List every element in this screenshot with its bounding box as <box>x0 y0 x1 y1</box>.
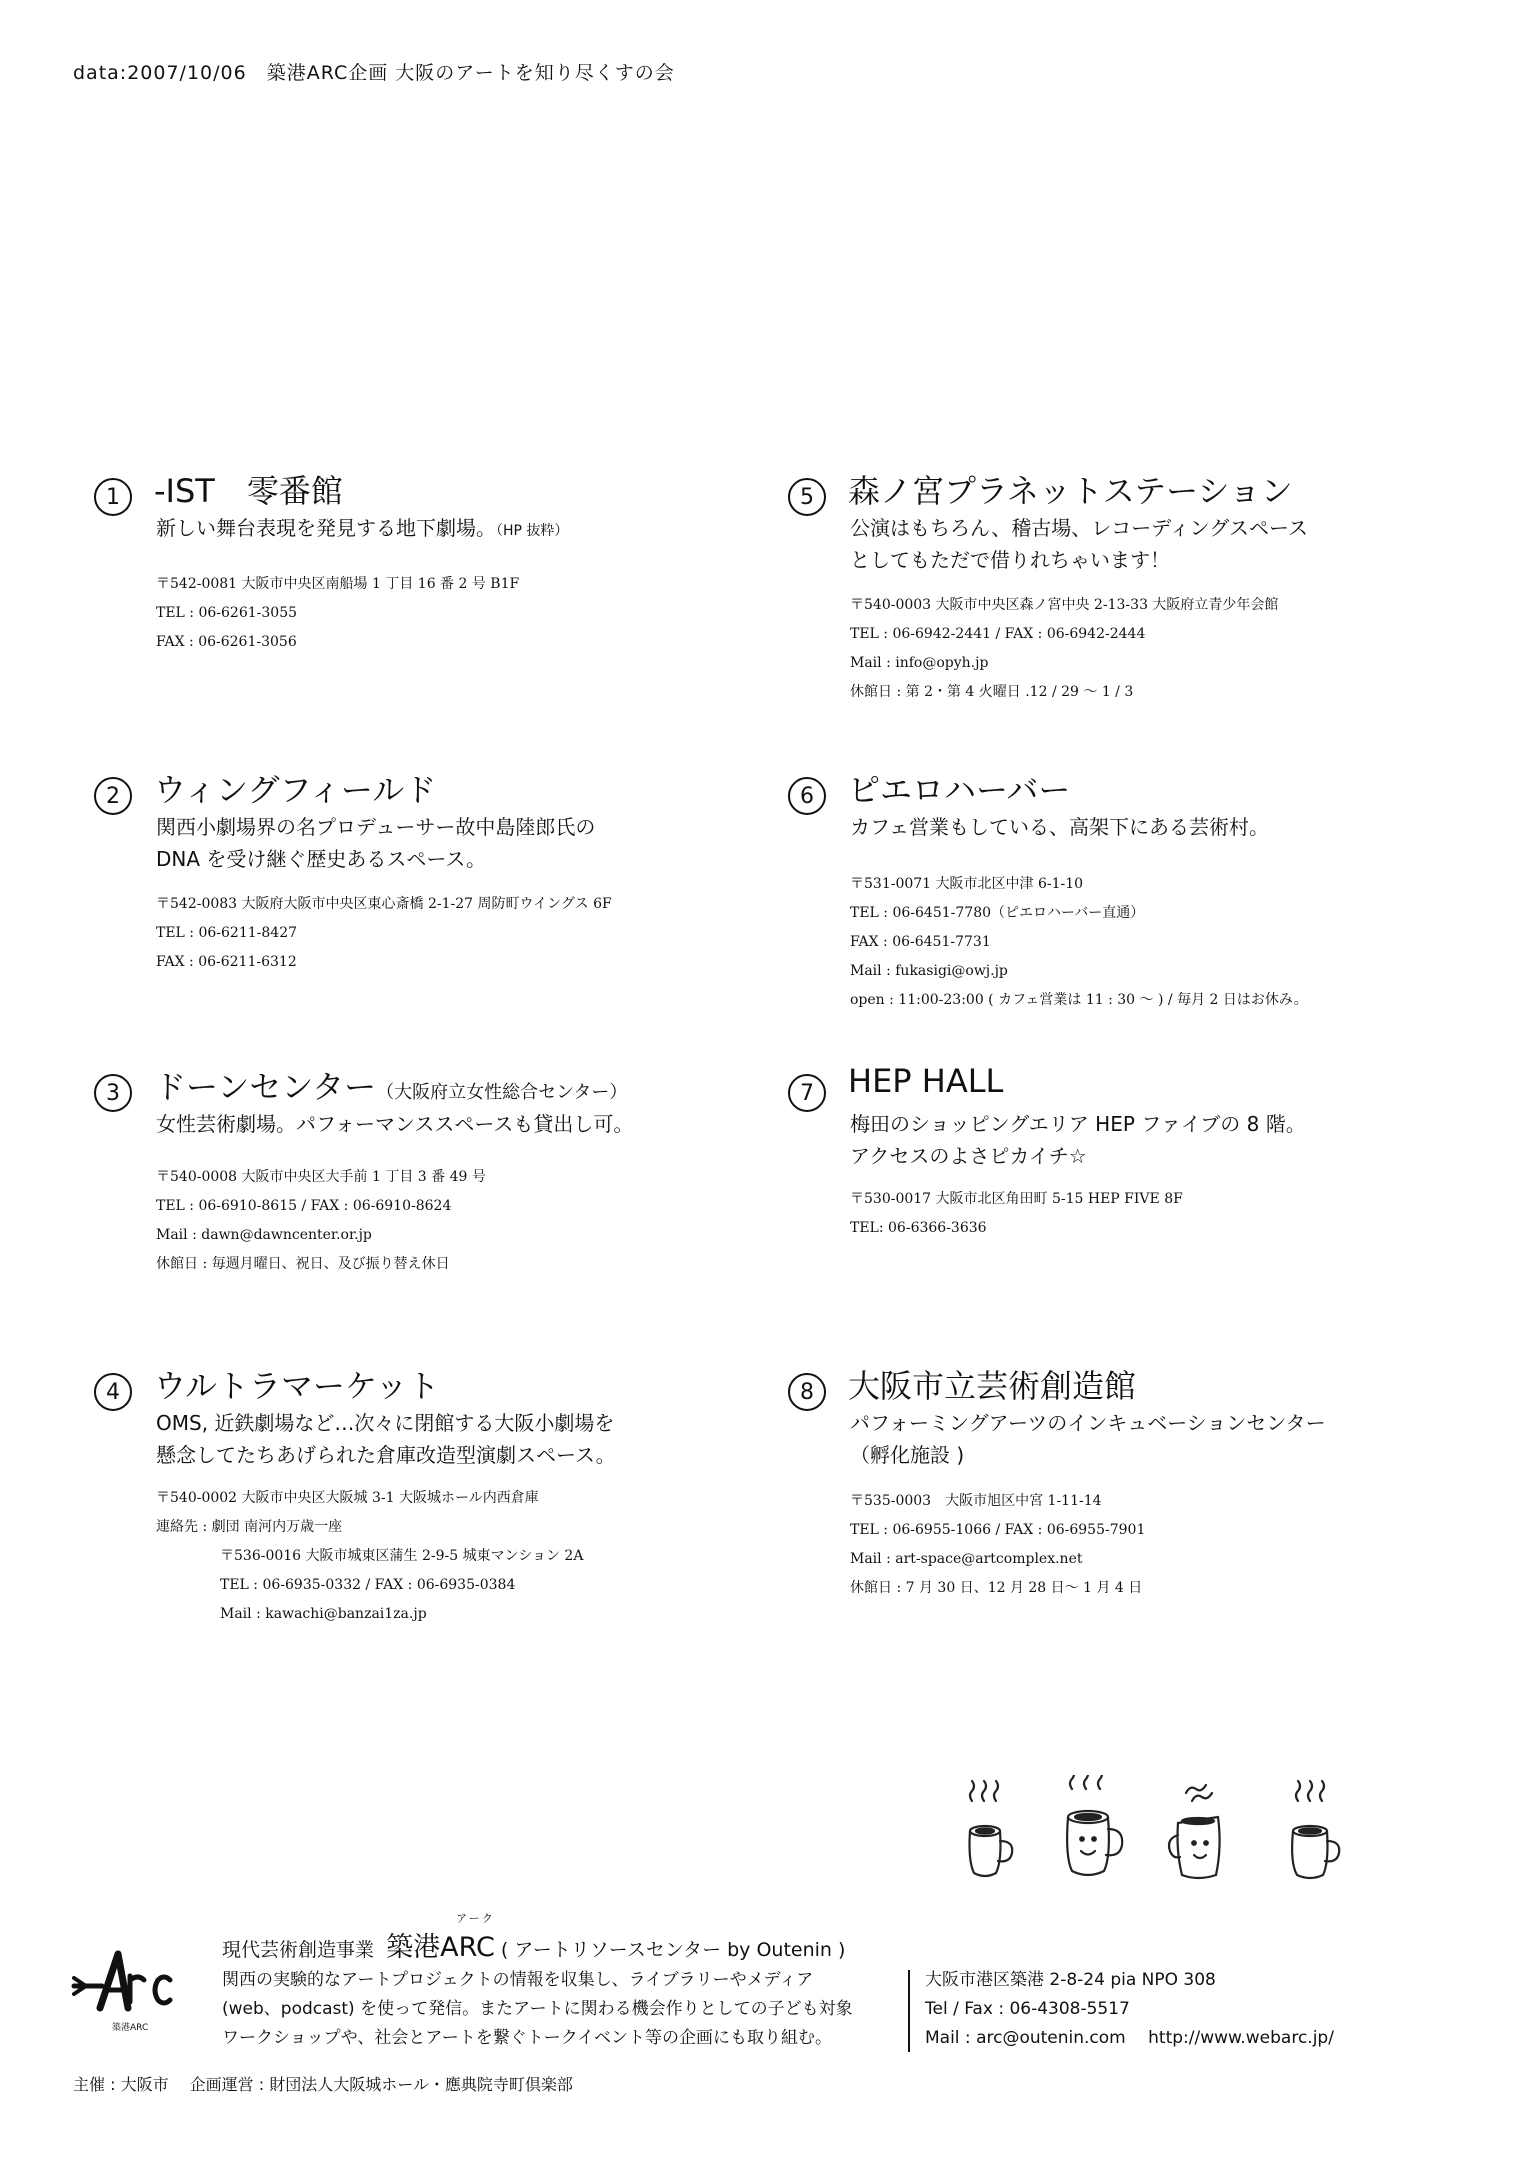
footer-contact: 大阪市港区築港 2-8-24 pia NPO 308 Tel / Fax : 06-4308-5517 Mail : arc@outenin.com http://www.webarc.jp/ <box>925 1970 1334 2048</box>
header-text: data:2007/10/06 築港ARC企画 大阪のアートを知り尽くすの会 <box>73 62 675 84</box>
venue-title: ウルトラマーケット <box>154 1367 440 1405</box>
desc-note: （HP 抜粋） <box>496 523 569 539</box>
footer-prefix: 現代芸術創造事業 <box>222 1939 375 1961</box>
venue-number: 4 <box>94 1373 132 1411</box>
footer-description: 関西の実験的なアートプロジェクトの情報を収集し、ライブラリーやメディア (web、podcast) を使って発信。またアートに関わる機会作りとしての子ども対象 ワークショップや、社会とアートを繋ぐトークイベント等の企画にも取り組む。 <box>222 1970 853 2048</box>
venue-title: ドーンセンター（大阪府立女性総合センター） <box>154 1068 628 1106</box>
venue-title: 大阪市立芸術創造館 <box>848 1367 1137 1405</box>
venue-title: ウィングフィールド <box>154 771 437 809</box>
venue-number: 8 <box>788 1373 826 1411</box>
footer-paren: ( アートリソースセンター by Outenin ) <box>500 1939 846 1961</box>
venue-info: 〒540-0002 大阪市中央区大阪城 3-1 大阪城ホール内西倉庫 連絡先 : 劇団 南河内万歳一座 〒536-0016 大阪市城東区蒲生 2-9-5 城東マンション 2A TEL : 06-6935-0332 / FAX : 06-6935-0384 Mail : kawachi@banzai1za.jp <box>156 1490 584 1622</box>
venue-number: 1 <box>94 478 132 516</box>
mug-icon <box>1169 1785 1220 1878</box>
venue-description: カフェ営業もしている、高架下にある芸術村。 <box>850 815 1269 839</box>
venue-info: 〒542-0083 大阪府大阪市中央区東心斎橋 2-1-27 周防町ウイングス 6F TEL : 06-6211-8427 FAX : 06-6211-6312 <box>156 896 612 970</box>
venue-title: 森ノ宮プラネットステーション <box>848 472 1293 510</box>
venue-info: 〒535-0003 大阪市旭区中宮 1-11-14 TEL : 06-6955-1066 / FAX : 06-6955-7901 Mail : art-space@artcomplex.net 休館日 : 7 月 30 日、12 月 28 日〜 1 月 4 日 <box>850 1493 1146 1596</box>
mug-icon <box>1292 1781 1339 1878</box>
footer-title <box>222 1912 846 1964</box>
venue-info: 〒530-0017 大阪市北区角田町 5-15 HEP FIVE 8F TEL: 06-6366-3636 <box>850 1191 1183 1236</box>
venue-title: -IST 零番館 <box>154 472 343 510</box>
venue-description: 関西小劇場界の名プロデューサー故中島陸郎氏の DNA を受け継ぐ歴史あるスペース。 <box>156 815 596 871</box>
sponsor-line: 主催 : 大阪市 企画運営 : 財団法人大阪城ホール・應典院寺町倶楽部 <box>73 2075 573 2094</box>
venue-info: 〒540-0008 大阪市中央区大手前 1 丁目 3 番 49 号 TEL : 06-6910-8615 / FAX : 06-6910-8624 Mail : dawn@dawncenter.or.jp 休館日 : 毎週月曜日、祝日、及び振り替え休日 <box>156 1169 486 1272</box>
venue-title-sub: （大阪府立女性総合センター） <box>376 1082 628 1103</box>
venue-description: パフォーミングアーツのインキュベーションセンター （孵化施設 ) <box>850 1411 1326 1467</box>
venue-description: 梅田のショッピングエリア HEP ファイブの 8 階。 アクセスのよさピカイチ☆ <box>850 1112 1306 1168</box>
venue-info: 〒542-0081 大阪市中央区南船場 1 丁目 16 番 2 号 B1F TEL : 06-6261-3055 FAX : 06-6261-3056 <box>156 576 520 650</box>
footer-name: 築港ARC <box>386 1932 495 1963</box>
mug-icon <box>1067 1775 1122 1875</box>
venue-info: 〒531-0071 大阪市北区中津 6-1-10 TEL : 06-6451-7780（ピエロハーバー直通） FAX : 06-6451-7731 Mail : fukasigi@owj.jp open : 11:00-23:00 ( カフェ営業は 11 : 30 〜 ) / 毎月 2 日はお休み。 <box>850 876 1308 1008</box>
venue-description: 女性芸術劇場。パフォーマンススペースも貸出し可。 <box>156 1112 634 1136</box>
arc-logo <box>70 1948 180 2027</box>
venue-description: OMS, 近鉄劇場など…次々に閉館する大阪小劇場を 懸念してたちあげられた倉庫改造型演劇スペース。 <box>156 1411 616 1467</box>
venue-description: 新しい舞台表現を発見する地下劇場。（HP 抜粋） <box>156 516 569 540</box>
venue-title: HEP HALL <box>848 1062 1004 1100</box>
mug-icon <box>970 1781 1013 1876</box>
venue-number: 7 <box>788 1074 826 1112</box>
venue-info: 〒540-0003 大阪市中央区森ノ宮中央 2-13-33 大阪府立青少年会館 TEL : 06-6942-2441 / FAX : 06-6942-2444 Mail : info@opyh.jp 休館日 : 第 2・第 4 火曜日 .12 / 29 〜 1 / 3 <box>850 597 1279 700</box>
venue-number: 3 <box>94 1074 132 1112</box>
venue-description: 公演はもちろん、稽古場、レコーディングスペース としてもただで借りれちゃいます！ <box>850 516 1308 572</box>
footer-divider <box>908 1970 910 2052</box>
page-header <box>73 58 675 85</box>
footer-ruby: アーク <box>456 1912 495 1925</box>
logo-subtitle: 築港ARC <box>112 2023 149 2033</box>
venue-number: 6 <box>788 777 826 815</box>
venue-number: 2 <box>94 777 132 815</box>
mugs-illustration <box>960 1775 1380 1909</box>
venue-number: 5 <box>788 478 826 516</box>
venue-title: ピエロハーバー <box>848 771 1071 809</box>
